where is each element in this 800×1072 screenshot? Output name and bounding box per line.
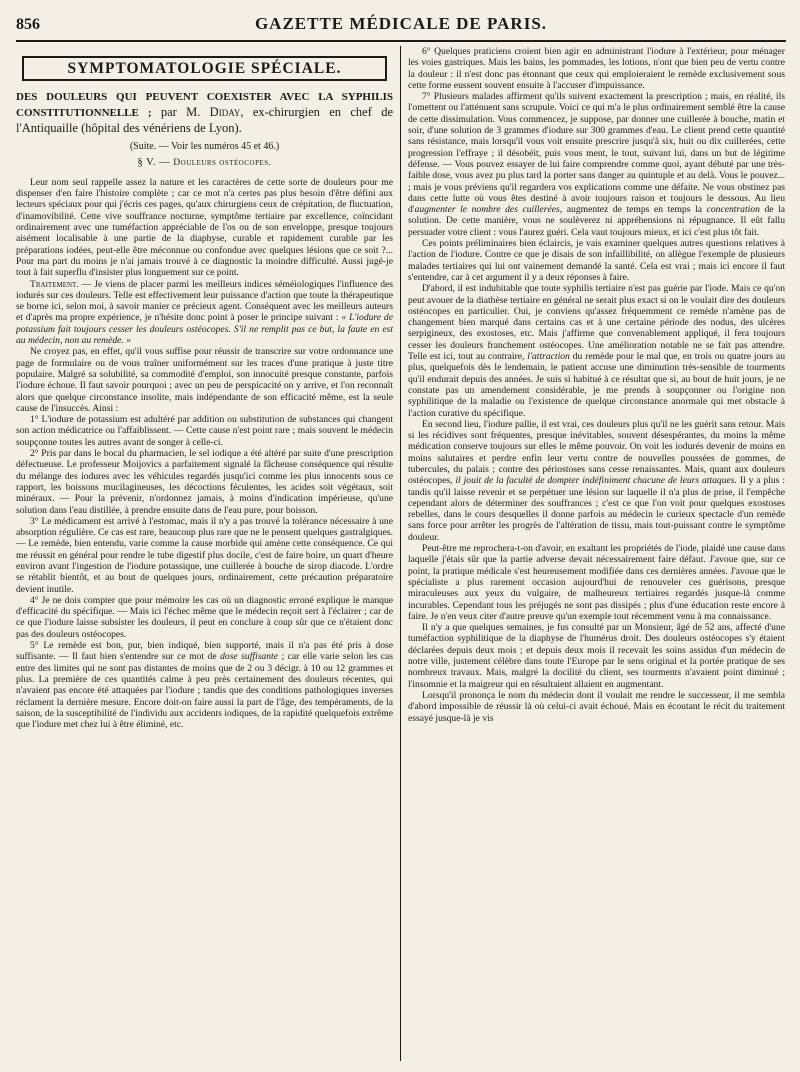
paragraph <box>408 91 785 238</box>
subsection-number: § V. — <box>137 156 171 168</box>
column-divider <box>400 46 401 1061</box>
paragraph-text: de la solution. De cette manière, vous ne soulèverez ni appréhensions ni répugnance. Il eût fallu persuader votre client : vous l'aurez guéri. Cela vaut toujours mieux, et ici c'est plus tôt fait. <box>408 204 785 238</box>
paragraph: Il n'y a que quelques semaines, je fus consulté par un Monsieur, âgé de 52 ans, affecté d'une tuméfaction syphilitique de la diaphyse de l'humérus droit. Des douleurs ostéocopes s'y étaient déclarées depuis deux mois ; et depuis deux mois il recevait les soins assidus d'un médecin de notre ville, justement célèbre dans toute l'Europe par le sens original et la portée pratique de ses nombreux travaux. Mais, malgré la docilité du client, ses tourments n'avaient point diminué ; l'insomnie et la maigreur qui en résultaient allaient en augmentant. <box>408 622 785 690</box>
paragraph <box>16 279 393 347</box>
paragraph: Lorsqu'il prononça le nom du médecin dont il voulait me rendre le successeur, il me sembla d'abord impossible de réussir là où celui-ci avait échoué. Mais en écoutant le récit du traitement essayé jusque-là je vis <box>408 689 785 724</box>
treatment-label: Traitement. <box>30 278 79 290</box>
paragraph: Ne croyez pas, en effet, qu'il vous suffise pour réussir de transcrire sur votre ordonnance une page de formulaire ou de vous traîner uniformément sur les traces d'une pratique à juste titre populaire. Malgré sa solubilité, sa commodité d'emploi, son innocuité presque constante, parfois l'iodure échoue. Il faut savoir pourquoi ; avec un peu de perspicacité on y arrive, et l'on reconnaît alors que quelque circonstance insolite, mais indépendante de son efficacité même, est la seule cause de l'insuccès. Ainsi : <box>16 346 393 414</box>
paragraph-text: D'abord, il est indubitable que toute syphilis tertiaire n'est pas guérie par l'iode. Mais ce qu'on peut avouer de la diathèse tertiaire en général ne serait plus exact si on le voulait dire des douleurs ostéocopes en particulier. Oui, je conviens qu'assez fréquemment ce remède n'amène pas de changement bien marqué dans certains cas et à une certaine période des nodus, des ulcères serpigineux, des exostoses, etc. Mais j'affirme que convenablement appliqué, il fera toujours cesser les douleurs franchement ostéocopes. Une amélioration notable ne se fait pas attendre. Telle est ici, tout au contraire, <box>408 283 785 363</box>
columns <box>16 46 786 1061</box>
emphasis: concentration <box>706 204 760 216</box>
paragraph <box>16 640 393 730</box>
emphasis: augmenter le nombre des cuillerées <box>414 204 560 216</box>
paragraph: Ces points préliminaires bien éclaircis, je vais examiner quelques autres questions relatives à l'action de l'iodure. Contre ce que je disais de son infaillibilité, on allègue l'exemple de plusieurs malades tertiaires qui lui ont vainement demandé la santé. Cela est vrai ; mais ici encore il faut s'entendre, car à cet argument il y a deux réponses à faire. <box>408 238 785 283</box>
paragraph: 4° Je ne dois compter que pour mémoire les cas où un diagnostic erroné explique le manque d'efficacité du spécifique. — Mais ici l'échec même que le médecin reçoit sert à l'éclairer ; car de ce que l'iodure laisse subsister les douleurs, il peut en conclure à coup sûr que ce n'étaient donc pas des douleurs ostéocopes. <box>16 594 393 640</box>
paragraph: 2° Pris par dans le bocal du pharmacien, le sel iodique a été altéré par suite d'une prescription défectueuse. Le professeur Moijovics a parfaitement signalé la fâcheuse conséquence qui résulte du mélange des iodures avec les véhicules regardés jusqu'ici comme les plus innocents sous ce rapport, les boissons mucilagineuses, les décoctions féculentes, les acides soit végétaux, soit minéraux. — Pour la prévenir, n'ordonnez jamais, à moins d'indication impérieuse, qu'une solution dans l'eau distillée, à prendre ensuite dans de l'eau pure, pour boisson. <box>16 448 393 516</box>
right-column <box>408 46 785 1061</box>
paragraph-text: , augmentez de temps en temps la <box>559 204 707 216</box>
paragraph: Leur nom seul rappelle assez la nature et les caractères de cette sorte de douleurs pour me dispenser d'en faire l'histoire complète ; car ce mot n'a certes pas plus besoin d'être défini aux lecteurs spéciaux pour qui j'écris ces pages, qu'aux chirurgiens ceux de crépitation, de fluctuation, d'inamovibilité. Cette vive souffrance nocturne, symptôme tertiaire par excellence, coïncidant ordinairement avec une tuméfaction appréciable de l'os ou de son enveloppe, presque toujours aisément localisable à une partie de la diaphyse, curable et rapidement curable par les préparations iodées, peut-elle être méconnue ou confondue avec quelques lésions que ce soit ?... Pour ma part du moins je n'ai jamais trouvé à ce diagnostic la moindre difficulté. Aussi jugé-je tout à fait superflu d'insister plus longuement sur ce point. <box>16 176 393 279</box>
paragraph: Peut-être me reprochera-t-on d'avoir, en exaltant les propriétés de l'iode, plaidé une cause dans laquelle j'étais sûr que la partie adverse devait nécessairement faire défaut. J'avoue que, sur ce point, la pratique médicale s'est heureusement modifiée dans ces dernières années. J'avoue que le spécialiste a plus rarement occasion aujourd'hui de renouveler ces guérisons, presque miraculeuses aux yeux du vulgaire, de malheureux tertiaires regardés jusque-là comme incurables. Cependant tous les préjugés ne sont pas dissipés ; plus d'une éducation reste encore à faire. Je n'en veux citer d'autre preuve qu'un exemple tout récemment venu à ma connaissance. <box>408 543 785 622</box>
emphasis: l'attraction <box>527 351 570 363</box>
paragraph-text: — Je viens de placer parmi les meilleurs indices séméiologiques l'influence des iodurés sur ces douleurs. Telle est effectivement leur puissance d'action que toute la thérapeutique se borne ici, selon moi, à savoir manier ce précieux agent. Conséquent avec les meilleurs auteurs et d'après ma propre expérience, je n'hésite donc point à poser le principe suivant : <box>16 278 393 324</box>
author-prefix: par M. <box>160 105 201 120</box>
subsection-title: Douleurs ostéocopes. <box>173 157 272 168</box>
author-description: , ex-chirurgien en chef de l'Antiquaille (hôpital des vénériens de Lyon). <box>16 105 393 136</box>
page-header <box>16 14 786 42</box>
paragraph: 6° Quelques praticiens croient bien agir en administrant l'iodure à l'extérieur, pour ménager les voies gastriques. Mais les bains, les pommades, les lotions, n'ont que bien peu de vertu contre la douleur : il n'est donc pas étonnant que ceux qui emploieraient le remède exclusivement sous cette forme eussent souvent ensuite à l'accuser d'impuissance. <box>408 46 785 91</box>
article-title <box>16 89 393 136</box>
article-heading: DES DOULEURS QUI PEUVENT COEXISTER AVEC LA SYPHILIS CONSTITUTIONNELLE ; <box>16 91 393 120</box>
paragraph-text: Il y a plus : tandis qu'il laisse revenir et se perpétuer une lésion sur laquelle il n'a plus de prise, il l'empêche cependant alors de déterminer des souffrances ; c'est ce que l'on voit pour quelques exostoses rebelles, dans le cours desquelles il donne parfois au médecin le curieux spectacle d'un remède sans force pour arrêter les progrès de l'altération de tissu, mais tout-puissant contre le symptôme douleur. <box>408 475 785 543</box>
paragraph-text: du remède pour le mal que, en trois ou quatre jours au plus, quelquefois dès le lendemain, le patient accuse une diminution très-sensible de tourments qu'il endurait depuis des années. Je suis si habitué à ce résultat que si, au bout de huit jours, je ne constate pas un amendement considérable, je me prends à soupçonner ou l'origine non syphilitique de la maladie ou l'existence de quelque circonstance anormale qui met obstacle à l'action curative du spécifique. <box>408 351 785 419</box>
page-number: 856 <box>16 16 40 33</box>
principle-quote: « L'iodure de potassium fait toujours cesser les douleurs ostéocopes. S'il ne remplit pas ce but, la faute en est au médecin, non au remède. » <box>16 312 393 347</box>
section-title: SYMPTOMATOLOGIE SPÉCIALE. <box>22 56 387 81</box>
paragraph: 1° L'iodure de potassium est adultéré par addition ou substitution de substances qui changent son action médicatrice ou l'affaiblissent. — Cette cause n'est point rare ; mais souvent le médecin soupçonne toutes les autres avant de songer à celle-ci. <box>16 414 393 448</box>
emphasis: dose suffisante <box>220 651 278 663</box>
journal-title: GAZETTE MÉDICALE DE PARIS. <box>254 14 548 33</box>
emphasis: il jouit de la faculté de dompter indéfiniment chacune de leurs attaques. <box>455 475 737 487</box>
paragraph-text: ; car elle varie selon les cas entre des limites qui ne sont pas distantes de moins que de 2 ou 3 décigr. à 10 ou 12 grammes et plus. La première de ces quantités calme à peu près certainement des douleurs récentes, qui n'avaient pas encore été attaquées par l'iodure ; tandis que des conditions pathologiques inverses réclament la dernière mesure. Encore doit-on faire aussi la part de l'âge, des tempéraments, de la saison, de la susceptibilité de l'individu aux accidents iodiques, de la rapidité quelquefois extrême que l'iodure met chez lui à être éliminé, etc. <box>16 651 393 731</box>
paragraph <box>408 283 785 419</box>
paragraph-text: 7° Plusieurs malades affirment qu'ils suivent exactement la prescription ; mais, en réalité, ils l'omettent ou l'atténuent sans scrupule. Voici ce qui m'a le plus ordinairement semblé être la cause de cette dissimulation. Vous commencez, je suppose, par donner une cuillerée à bouche, matin et soir, d'une solution de 3 grammes d'iodure sur 300 grammes d'eau. Le client prend cette quantité sans résistance, mais lorsqu'il vous voit ensuite prescrire jusqu'à six, huit ou dix cuillerées, cette progression l'effraye ; il désobéit, puis vous ment, le tout, suivant lui, dans un but de légitime défense. — Vous pouvez essayer de lui faire comprendre comme quoi, ayant débuté par une très-faible dose, vous avez pu plus tard la porter sans danger au quintuple et au delà. Vous le pouvez... ; mais je vous préviens qu'il regardera vos explications comme une défaite. Ne vous obstinez pas dans cette lutte où vous êtes destiné à avoir toujours raison et toujours le dessous. Au lieu d' <box>408 91 785 216</box>
author-name: Diday <box>209 105 241 120</box>
paragraph-text: En second lieu, l'iodure pallie, il est vrai, ces douleurs plus qu'il ne les guérit sans retour. Mais si les récidives sont fréquentes, presque inévitables, souvent désespérantes, du moins la même médication conserve toujours sur elles le même pouvoir. On voit les iodurés devenir de moins en moins salutaires et perdre enfin leur vertu contre de nouvelles poussées de gommes, de tubercules, du palais ; contre des périostoses sans cesse renaissantes. Mais, quant aux douleurs ostéocopes, <box>408 418 785 487</box>
continuation-note: (Suite. — Voir les numéros 45 et 46.) <box>129 141 280 153</box>
paragraph: 3° Le médicament est arrivé à l'estomac, mais il n'y a pas trouvé la tolérance nécessaire à une absorption régulière. Ce cas est rare, beaucoup plus rare que ne le pensent quelques gastralgiques. — Le remède, bien entendu, varie comme la cause morbide qui amène cette conséquence. Ce qui me réussit en général pour rendre le tube digestif plus docile, c'est de faire boire, un quart d'heure environ avant l'ingestion de l'iodure potassique, une cuillerée à bouche de sirop diacode. L'ordre se rétablit bientôt, et au bout de quelques jours, ordinairement, cette précaution préparatoire devient inutile. <box>16 515 393 595</box>
paragraph-text: 5° Le remède est bon, pur, bien indiqué, bien supporté, mais il n'a pas été pris à dose suffisante. — Il faut bien s'entendre sur ce mot de <box>16 640 393 663</box>
subsection-heading <box>16 157 393 169</box>
paragraph <box>408 419 785 543</box>
left-column <box>16 46 393 1061</box>
